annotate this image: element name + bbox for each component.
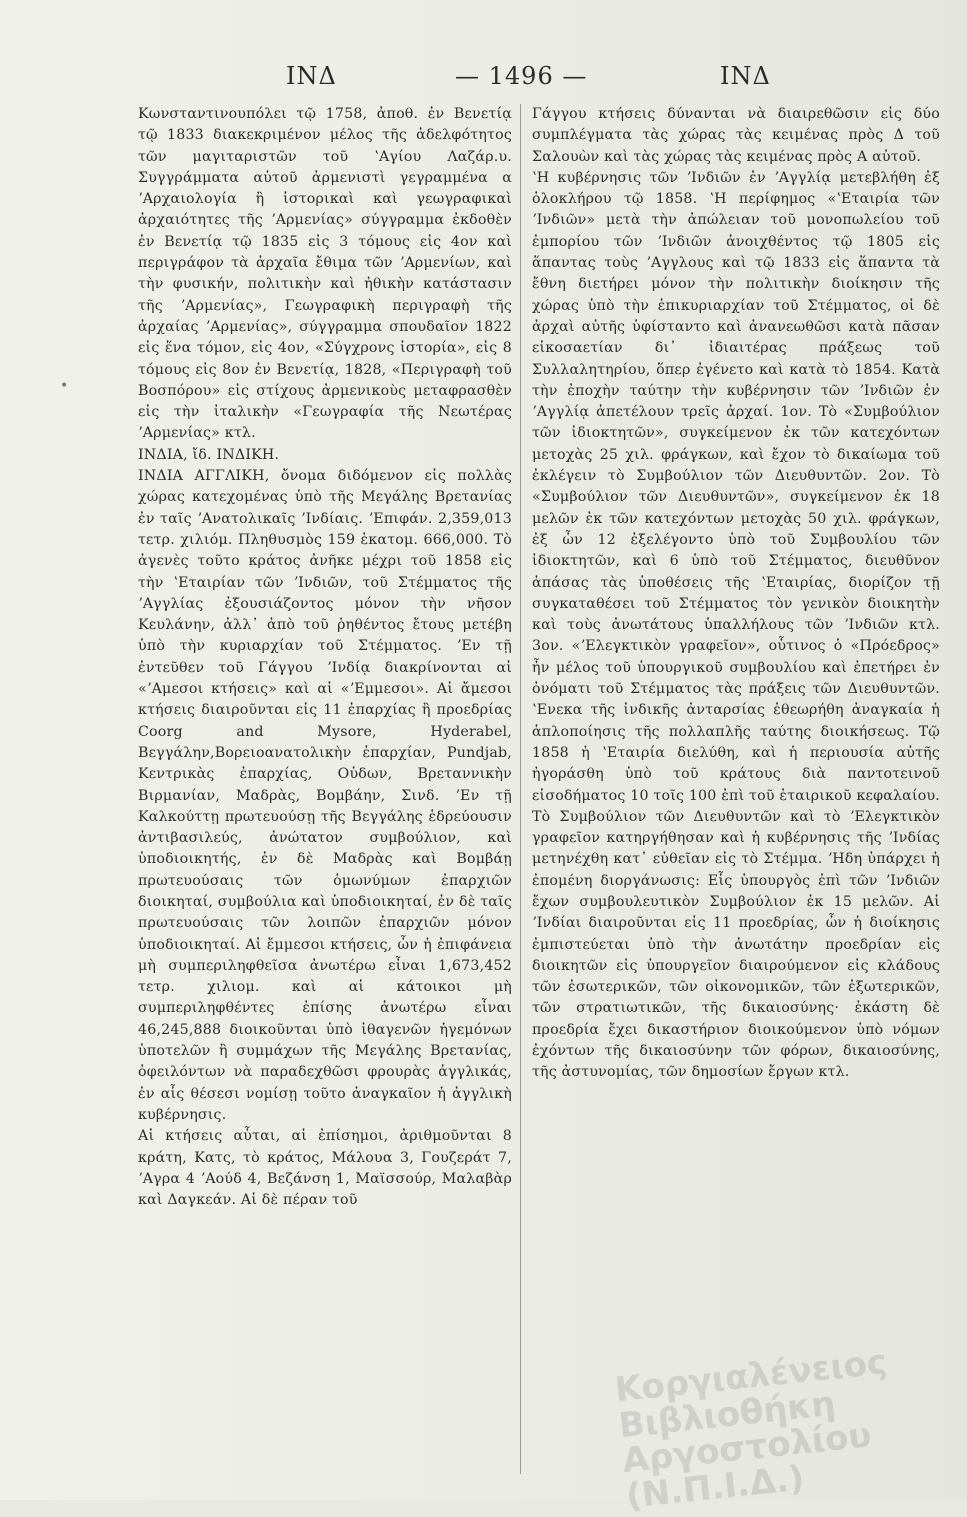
header-right-keyword: ΙΝΔ bbox=[720, 62, 771, 90]
right-column-text: Γάγγου κτήσεις δύνανται νὰ διαιρεθῶσιν εἰς δύο συμπλέγματα τὰς χώρας τὰς κειμένας πρὸς Δ τοῦ Σαλουὼν καὶ τὰς χώρας τὰς κειμένας πρὸς Α αὐτοῦ. ʽΗ κυβέρνησις τῶν ʼΙνδιῶν ἐν ʼΑγγλίᾳ μετεβλήθη ἐξ ὁλοκλήρου τῷ 1858. ʽΗ περίφημος «ʽΕταιρία τῶν ʼΙνδιῶν» μετὰ τὴν ἀπώλειαν τοῦ μονοπωλείου τοῦ ἐμπορίου τῶν ʼΙνδιῶν ἀνοιχθέντος τῷ 1805 εἰς ἅπαντας τοὺς ʼΑγγλους καὶ τῷ 1833 εἰς ἅπαντα τὰ ἔθνη διετήρει μόνον τὴν πολιτικὴν διοίκησιν τῆς χώρας ὑπὸ τὴν ἐπικυριαρχίαν τοῦ Στέμματος, οἱ δὲ ἀρχαὶ αὐτῆς ὑφίσταντο καὶ ἀνανεωθῶσι κατὰ πᾶσαν εἰκοσαετίαν δι᾽ ἰδιαιτέρας πράξεως τοῦ Συλλαλητηρίου, ὅπερ ἐγένετο καὶ κατὰ τὸ 1854. Κατὰ τὴν ἐποχὴν ταύτην τὴν κυβέρνησιν τῶν ʼΙνδιῶν ἐν ʼΑγγλίᾳ ἀπετέλουν τρεῖς ἀρχαί. 1ον. Τὸ «Συμβούλιον τῶν ἰδιοκτητῶν», συγκείμενον ἐκ τῶν κατεχόντων μετοχὰς 25 χιλ. φράγκων, καὶ ἔχον τὸ δικαίωμα τοῦ ἐκλέγειν τὸ Συμβούλιον τῶν Διευθυντῶν. 2ον. Τὸ «Συμβούλιον τῶν Διευθυντῶν», συγκείμενον ἐκ 18 μελῶν ἐκ τῶν κατεχόντων μετοχὰς 50 χιλ. φράγκων, ἐξ ὧν 12 ἐξελέγοντο ὑπὸ τοῦ Συμβουλίου τῶν ἰδιοκτητῶν, καὶ 6 ὑπὸ τοῦ Στέμματος, διευθῦνον ἁπάσας τὰς ὑποθέσεις τῆς ʽΕταιρίας, διορίζον τῇ συγκαταθέσει τοῦ Στέμματος τὸν γενικὸν διοικητὴν καὶ τοὺς ἀνωτάτους ὑπαλλήλους τῶν ʼΙνδιῶν κτλ. 3ον. «ʼΕλεγκτικὸν γραφεῖον», οὗτινος ὁ «Πρόεδρος» ἦν μέλος τοῦ ὑπουργικοῦ συμβουλίου καὶ ἐπετήρει ἐν ὀνόματι τοῦ Στέμματος τὰς πράξεις τῶν Διευθυντῶν. ʽΕνεκα τῆς ἰνδικῆς ἀνταρσίας ἐθεωρήθη ἀναγκαία ἡ ἁπλοποίησις τῆς πολλαπλῆς ταύτης διοικήσεως. Τῷ 1858 ἡ ʽΕταιρία διελύθη, καὶ ἡ περιουσία αὐτῆς ἠγοράσθη ὑπὸ τοῦ κράτους διὰ παντοτεινοῦ εἰσοδήματος 10 τοῖς 100 ἐπὶ τοῦ ἑταιρικοῦ κεφαλαίου. Τὸ Συμβούλιον τῶν Διευθυντῶν καὶ τὸ ʼΕλεγκτικὸν γραφεῖον κατηργήθησαν καὶ ἡ κυβέρνησις τῆς ʼΙνδίας μετηνέχθη κατ᾽ εὐθεῖαν εἰς τὸ Στέμμα. ʼΗδη ὑπάρχει ἡ ἐπομένη διοργάνωσις: Εἷς ὑπουργὸς ἐπὶ τῶν ʼΙνδιῶν ἔχων συμβουλευτικὸν Συμβούλιον ἐκ 15 μελῶν. Αἱ ʼΙνδίαι διαιροῦνται εἰς 11 προεδρίας, ὧν ἡ διοίκησις ἐμπιστεύεται ὑπὸ τὴν ἀνωτάτην προεδρίαν εἰς διοικητῶν εἰς ὑπουργεῖον διαιρούμενον εἰς κλάδους τῶν ἐσωτερικῶν, τῶν οἰκονομικῶν, τῶν ἐξωτερικῶν, τῶν στρατιωτικῶν, τῆς δικαιοσύνης· ἑκάστη δὲ προεδρία ἔχει δικαστήριον διοικούμενον ὑπὸ νόμων ἐχόντων τῆς δικαιοσύνην τῶν φόρων, δικαιοσύνης, τῆς ἀστυνομίας, τῶν δημοσίων ἔργων κτλ. bbox=[532, 106, 940, 1081]
running-header bbox=[0, 62, 967, 98]
library-watermark: Κοργιαλένειος Βιβλιοθήκη Αργοστολίου (Ν.Π.Ι.Δ.) bbox=[613, 1342, 889, 1517]
left-column-text: Κωνσταντινουπόλει τῷ 1758, ἀποθ. ἐν Βενετίᾳ τῷ 1833 διακεκριμένον μέλος τῆς ἀδελφότητος τῶν μαγιταριστῶν τοῦ ʽΑγίου Λαζάρ.υ. Συγγράμματα αὐτοῦ ἀρμενιστὶ γεγραμμένα α ʼΑρχαιολογία ἢ ἱστορικαὶ καὶ γεωγραφικαὶ ἀρχαιότητες τῆς ʼΑρμενίας» σύγγραμμα ἐκδοθὲν ἐν Βενετίᾳ τῷ 1835 εἰς 3 τόμους εἰς 4ον καὶ περιγράφον τὰ ἀρχαῖα ἔθιμα τῶν ʼΑρμενίων, καὶ τὴν φυσικήν, πολιτικὴν καὶ ἠθικὴν κατάστασιν τῆς ʼΑρμενίας», Γεωγραφικὴ περιγραφὴ τῆς ἀρχαίας ʼΑρμενίας», σύγγραμμα σπουδαῖον 1822 εἰς ἕνα τόμον, εἰς 4ον, «Σύγχρονς ἱστορία», εἰς 8 τόμους εἰς 8ον ἐν Βενετίᾳ, 1828, «Περιγραφὴ τοῦ Βοσπόρου» εἰς στίχους ἀρμενικοὺς μεταφρασθὲν εἰς τὴν ἰταλικὴν «Γεωγραφία τῆς Νεωτέρας ʼΑρμενίας» κτλ. ΙΝΔΙΑ, ἴδ. ΙΝΔΙΚΗ. ΙΝΔΙΑ ΑΓΓΛΙΚΗ, ὄνομα διδόμενον εἰς πολλὰς χώρας κατεχομένας ὑπὸ τῆς Μεγάλης Βρετανίας ἐν ταῖς ʼΑνατολικαῖς ʼΙνδίαις. ʼΕπιφάν. 2,359,013 τετρ. χιλιόμ. Πληθυσμὸς 159 ἑκατομ. 666,000. Τὸ ἀγενὲς τοῦτο κράτος ἀνῆκε μέχρι τοῦ 1858 εἰς τὴν ʽΕταιρίαν τῶν ʼΙνδιῶν, τοῦ Στέμματος τῆς ʼΑγγλίας ἐξουσιάζοντος μόνον τὴν νῆσον Κευλάνην, ἀλλ᾽ ἀπὸ τοῦ ῥηθέντος ἔτους μετέβη ὑπὸ τὴν κυριαρχίαν τοῦ Στέμματος. ʼΕν τῇ ἐντεῦθεν τοῦ Γάγγου ʼΙνδίᾳ διακρίνονται αἱ «ʼΑμεσοι κτήσεις» καὶ αἱ «ʼΕμμεσοι». Αἱ ἄμεσοι κτήσεις διαιροῦνται εἰς 11 ἐπαρχίας ἢ προεδρίας Coorg and Mysore, Hyderabel, Βεγγάλην,Βορειοανατολικὴν ἐπαρχίαν, Pundjab, Κεντρικὰς ἐπαρχίας, Οὐδων, Βρεταννικὴν Βιρμανίαν, Μαδρὰς, Βομβάην, Σινδ. ʼΕν τῇ Καλκούττῃ πρωτευούσῃ τῆς Βεγγάλης ἑδρεύουσιν ἀντιβασιλεύς, ἀνώτατον συμβούλιον, καὶ ὑποδιοικητής, ἐν δὲ Μαδρὰς καὶ Βομβάῃ πρωτευούσαις τῶν ὁμωνύμων ἐπαρχιῶν διοικηταί, συμβούλια καὶ ὑποδιοικηταί, ἐν δὲ ταῖς πρωτευούσαις τῶν λοιπῶν ἐπαρχιῶν μόνον ὑποδιοικηταί. Αἱ ἔμμεσοι κτήσεις, ὧν ἡ ἐπιφάνεια μὴ συμπεριληφθεῖσα ἀνωτέρω εἶναι 1,673,452 τετρ. χιλιομ. καὶ αἱ κάτοικοι μὴ συμπεριληφθέντες ἐπίσης ἀνωτέρω εἶναι 46,245,888 διοικοῦνται ὑπὸ ἰθαγενῶν ἡγεμόνων ὑποτελῶν ἢ συμμάχων τῆς Μεγάλης Βρετανίας, ὀφειλόντων νὰ παραδεχθῶσι φρουρὰς ἀγγλικάς, ἐν αἷς θέσεσι νομίσῃ τοῦτο ἀναγκαῖον ἡ ἀγγλικὴ κυβέρνησις. Αἱ κτήσεις αὗται, αἱ ἐπίσημοι, ἀριθμοῦνται 8 κράτη, Κατς, τὸ κράτος, Μάλουα 3, Γουζεράτ 7, ʼΑγρα 4 ʼΑούδ 4, Βεζάνση 1, Μαϊσσούρ, Μαλαβὰρ καὶ Δαγκεάν. Αἱ δὲ πέραν τοῦ bbox=[138, 106, 512, 1209]
column-divider bbox=[520, 104, 521, 1474]
page-number: — 1496 — bbox=[455, 62, 588, 90]
margin-mark: • bbox=[60, 378, 69, 394]
header-left-keyword: ΙΝΔ bbox=[286, 62, 337, 90]
